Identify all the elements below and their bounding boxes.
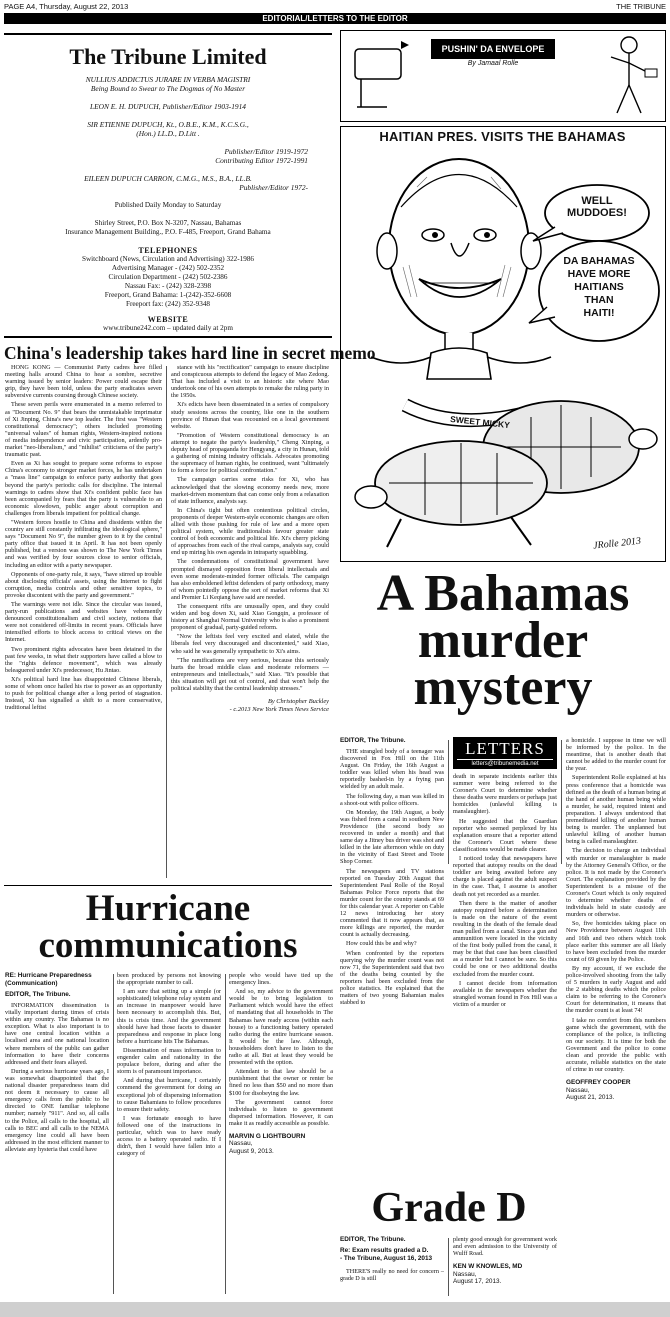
china-byline: By Christopher Buckley <box>267 698 329 706</box>
china-para: Opponents of one-party rule, it says, "have stirred up trouble about disclosing officials' assets, using the Internet to fight corruption, media controls and other sensitive topics, to provoke discontent with the party and government." <box>5 570 162 599</box>
strip-title: PUSHIN' DA ENVELOPE <box>431 39 555 59</box>
china-para: "Western forces hostile to China and dissidents within the country are still constantly infiltrating the ideological sphere," says "Document No 9", the number given to it by the central party office that issued it in April. It has not been openly published, but a version was shown to The New York Times and was verified by four sources close to senior officials, including an editor with a party newspaper. <box>5 518 162 569</box>
china-para: The consequent rifts are unusually open, and they could widen and bog down Xi, said Xiao Gongqin, a professor of history at Shanghai Normal University who is also a prominent proponent of gradual, party-guided reform. <box>171 603 329 632</box>
china-para: "Now the leftists feel very excited and elated, while the liberals feel very discouraged and discontented," said Xiao, who said he was generally sympathetic to Xi's aims. <box>171 633 329 655</box>
hurricane-para: Dissemination of mass information to engender calm and rationality in the populace before, during and after the storm is of paramount importance. <box>117 1046 221 1076</box>
china-para: "The ramifications are very serious, because this seriously hurts the broad middle class and moderate reformers — entrepreneurs and intellectuals," said Xiao. "It's possible that this situation will get out of control, and that won't help the political stability that the central leadership stresses." <box>171 656 329 693</box>
publisher-4a: EILEEN DUPUCH CARRON, C.M.G., M.S., B.A., LL.B. <box>84 174 252 183</box>
hurricane-para: During a serious hurricane years ago, I was somewhat disappointed that the national disaster preparedness team did not deem it necessary to cause all emergency calls from the public to be directed to ONE familiar telephone number; namely "911". And so, all calls to the Police, all calls to the hospital, all calls to BEC and all calls to the NEMA emergency line could all have been addressed in the most efficient manner to alleviate any hysteria that could have <box>5 1067 109 1153</box>
telephones-heading: TELEPHONES <box>138 246 198 255</box>
hurricane-signature: MARVIN G LIGHTBOURN Nassau, August 9, 2013. <box>229 1132 306 1155</box>
murder-para: I cannot decide from information available in the newspapers whether the strangled woman found in Fox Hill was a victim of a murder or <box>453 979 557 1008</box>
tel-5: Freeport, Grand Bahama: 1-(242)-352-6608 <box>104 291 232 299</box>
hurricane-para: INFORMATION dissemination is vitally important during times of crisis within any country. The Bahamas is no exception. What is also important is to have one central location within a localised area and one national location where members of the public can gather information to have their concerns addressed and their fears allayed. <box>5 1002 109 1066</box>
murder-signature: GEOFFREY COOPER Nassau, August 21, 2013. <box>566 1079 631 1102</box>
publisher-2b: (Hon.) LL.D., D.Litt . <box>136 129 200 138</box>
strip-byline: By Jamaal Rolle <box>467 60 519 67</box>
hurricane-para: And so, my advice to the government would be to bring legislation to Parliament which would have the effect of mandating that all households in The Bahamas have ready access (within each house) to a functioning battery operated radio during the entire hurricane season. It would be the law. Although, householders don't have to listen to the radio at all. But at least they would be presented with the option. <box>229 988 333 1067</box>
sash-text: SWEET MICKY <box>449 413 511 431</box>
publisher-4b: Publisher/Editor 1972- <box>239 183 308 192</box>
letters-email[interactable]: letters@tribunemedia.net <box>471 761 539 767</box>
murder-para: Superintendent Rolle explained at his press conference that a homicide was defined as the death of a human being at the hand of another human being while a murder, he said, required intent and preparation. I always understood that premeditated killing of another human being is murder. The unplanned but unlawful killing of another human being is called manslaughter. <box>566 774 666 846</box>
hurricane-para: I was fortunate enough to have followed one of the instructions in particular, which was to have ready access to a battery operated radio. If I didn't, then I would have fallen into a category of <box>117 1114 221 1158</box>
column-divider <box>113 974 114 1294</box>
masthead-title: The Tribune Limited <box>69 44 267 69</box>
china-para: Two prominent rights advocates have been detained in the past few weeks, in what their supporters have called a blow to the "rights defence movement", which was already beleaguered under Xi's predecessor, Hu Jintao. <box>5 645 162 674</box>
publisher-2a: SIR ETIENNE DUPUCH, Kt., O.B.E., K.M., K.C.S.G., <box>87 120 249 129</box>
murder-para: Then there is the matter of another autopsy required before a determination is made on the nature of the event resulting in the death of the female dead man pulled from a canal. Since a gun and ammunition were located in the vicinity of the first body pulled from the canal, it may be that that case has been classified as a murder but I cannot be sure. So this could be one or two additional deaths excluded from the murder count. <box>453 899 557 978</box>
murder-para: death in separate incidents earlier this summer were being referred to the Coroner's Court to determine whether these deaths were murders or perhaps just homicides (unlawful killing is manslaughter). <box>453 773 557 816</box>
hurricane-column-3 <box>229 972 333 1155</box>
grade-signature: KEN W KNOWLES, MD Nassau, August 17, 2013. <box>453 1263 523 1286</box>
murder-para: So, five homicides taking place on New Providence between August 11th and 16th and two others which took place earlier this summer are all likely to have been excluded from the murder count of 69 given by the Police. <box>566 920 666 963</box>
hurricane-para: I am sure that setting up a simple (or sophisticated) telephone relay system and an increase in manpower would have been necessary to accomplish this. But, this is crisis time. And the government should have had those facets to disaster preparedness and response in place long before a hurricane hits The Bahamas. <box>117 988 221 1045</box>
grade-para: THERE'S really no need for concern – grade D is still <box>340 1268 444 1283</box>
page-folio: PAGE A4, Thursday, August 22, 2013 <box>4 2 129 11</box>
page-footer-band <box>0 1302 670 1317</box>
cartoon-headline: HAITIAN PRES. VISITS THE BAHAMAS <box>379 129 626 144</box>
tel-3: Circulation Department - (242) 502-2386 <box>108 273 228 281</box>
column-divider <box>166 366 167 878</box>
murder-para: When confronted by the reporters querying why the murder count was not now 71, the Superintendent said that two of the deaths being counted by the reporters had been excluded from the police statistics. He explained that the matters of two young Bahamian males stabbed to <box>340 949 444 1007</box>
column-divider <box>448 740 449 864</box>
tel-2: Advertising Manager - (242) 502-2352 <box>111 264 225 272</box>
cartoon-strip-box <box>340 30 666 122</box>
china-para: Even as Xi has sought to prepare some reforms to expose China's economy to stronger market forces, he has undertaken a "mass line" campaign to enforce party authority that goes beyond the party's periodic calls for discipline. The internal warnings to cadres show that Xi's confident public face has been accompanied by fears that the party is vulnerable to an economic slowdown, public anger about corruption and challenges from liberals impatient for political change. <box>5 460 162 517</box>
china-para: The warnings were not idle. Since the circular was issued, party-run publications and websites have vehemently denounced constitutionalism and civil society, notions that were not considered off-limits in recent years. Officials have intensified efforts to block access to critical views on the Internet. <box>5 601 162 644</box>
murder-para: The decision to charge an individual with murder or manslaughter is made by the Attorney General's Office, or the police. It is not made by the Coroner's Court. The explanation provided by the Superintendent is a misuse of the Coroner's Court which is only required to determine whether deaths of individuals held in state custody are murders or otherwise. <box>566 847 666 919</box>
china-para: HONG KONG — Communist Party cadres have filled meeting halls around China to hear a sombre, secretive warning issued by senior leaders: Power could escape their grip, they have been told, unless the party eradicates seven subversive currents coursing through Chinese society. <box>5 364 162 400</box>
china-para: The condemnations of constitutional government have prompted dismayed opposition from liberal intellectuals and even some moderate-minded former officials. The campaign has also emboldened leftist defenders of party orthodoxy, many of whom pointedly oppose the sort of market reforms that Xi and Premier Li Keqiang have said are needed. <box>171 558 329 601</box>
murder-para: The following day, a man was killed in a shoot-out with police officers. <box>340 792 444 807</box>
grade-para: plenty good enough for government work and even admission to the University of Wulff Road. <box>453 1236 557 1258</box>
china-column-2 <box>171 364 329 713</box>
masthead-rule-top <box>4 33 332 35</box>
grade-re-2: - The Tribune, August 16, 2013 <box>340 1254 433 1262</box>
murder-para: a homicide. I suppose in time we will be informed by the police. In the meantime, that is another death that cannot be added to the murder count for the year. <box>566 737 666 773</box>
address-1: Shirley Street, P.O. Box N-3207, Nassau, Bahamas <box>94 219 242 227</box>
tel-1: Switchboard (News, Circulation and Advertising) 322-1986 <box>81 255 255 263</box>
publisher-3b: Contributing Editor 1972-1991 <box>215 156 308 165</box>
section-title: EDITORIAL/LETTERS TO THE EDITOR <box>4 13 666 24</box>
mailbox-icon <box>347 35 409 117</box>
page-header <box>4 2 666 12</box>
murder-para: The newspapers and TV stations reported on Tuesday 20th August that Superintendent Paul Rolle of the Royal Bahamas Police Force reports that the murder count for the country stands at 69 for this calendar year. A reporter on Cable 12 news introducing her story commented that it now appears that, as more killings are reported, the murder count is actually decreasing. <box>340 867 444 939</box>
letters-box <box>453 737 557 769</box>
column-divider <box>225 974 226 1294</box>
masthead-rule-bottom <box>4 336 332 338</box>
address-2: Insurance Management Building., P.O. F-485, Freeport, Grand Bahama <box>65 228 271 236</box>
china-source: - c.2013 New York Times News Service <box>229 705 329 713</box>
motto-latin: NULLIUS ADDICTUS JURARE IN VERBA MAGISTRI <box>85 75 251 84</box>
column-divider <box>561 740 562 864</box>
china-para: Xi's edicts have been disseminated in a series of compulsory study sessions across the country, like one in the southern province of Hunan that was recounted on a local government website. <box>171 401 329 430</box>
murder-para: I take no comfort from this numbers game which the government, with the compliance of the police, is inflicting on our society. It is time for both the Government and the police to come clean and provide the public with accurate, reliable statistics on the state of crime in our country. <box>566 1016 666 1074</box>
column-divider <box>448 1238 449 1296</box>
murder-para: By my account, if we exclude the police-involved shooting from the tally of 5 murders in early August and add the 2 stabbing deaths which the police claim to be referring to the Coroner's Court for determination, it means that the murder count is at least 74! <box>566 964 666 1015</box>
grade-column-1 <box>340 1236 444 1284</box>
tel-6: Freeport fax: (242) 352-9348 <box>125 300 211 308</box>
paper-name: THE TRIBUNE <box>616 2 666 11</box>
murder-column-2 <box>453 773 557 1010</box>
hurricane-para: been produced by persons not knowing the appropriate number to call. <box>117 972 221 987</box>
china-para: "Promotion of Western constitutional democracy is an attempt to negate the party's leadership," Cheng Xinping, a deputy head of propaganda for Hengyang, a city in Hunan, told a gathering of mining industry officials. Advocates promoting the supremacy of human rights, he continued, want "ultimately to form a force for political confrontation." <box>171 431 329 475</box>
published-line: Published Daily Monday to Saturday <box>114 201 222 209</box>
china-para: stance with his "rectification" campaign to ensure discipline and conspicuous attempts to defend the legacy of Mao Zedong. That has included a visit to an historic site where Mao undertook one of his own attempts to remake the ruling party in the 1950s. <box>171 364 329 400</box>
hurricane-headline: Hurricane communications <box>38 888 298 966</box>
grade-column-2 <box>453 1236 557 1286</box>
masthead <box>4 36 332 333</box>
hurricane-para: Attendant to that law should be a punishment that the owner or renter be fined no less than $50 and no more than $100 for disobeying the law. <box>229 1068 333 1097</box>
hurricane-para: The government cannot force individuals to listen to government dispersed information. However, it can make it as readily accessible as possible. <box>229 1098 333 1127</box>
murder-para: I noticed today that newspapers have reported that autopsy results on the dead toddler are being awaited before any charge is placed against the adult suspect in the case. That, I assume is another death not yet recorded as a murder. <box>453 855 557 898</box>
murder-para: He suggested that the Guardian reporter who seemed perplexed by his explanation ensure that a reporter attend the Coroner's Court where these classifications would be made clearer. <box>453 817 557 853</box>
china-headline: China's leadership takes hard line in secret memo <box>4 343 376 363</box>
china-para: In China's tight but often contentious political circles, proponents of deeper Western-style economic changes are often allied with those pushing for rule of law and a more open political system, while traditionalists favour greater state control of both economic and political life. Xi's cherry picking of approaches from each of the rival camps, analysts say, could end up miring his own agenda in intraparty squabbling. <box>171 506 329 557</box>
murder-editor: EDITOR, The Tribune. <box>340 737 406 744</box>
grade-headline: Grade D <box>371 1185 527 1231</box>
website-url[interactable]: www.tribune242.com – updated daily at 2pm <box>103 324 233 332</box>
cartoon-signature: JRolle 2013 <box>592 535 642 552</box>
tel-4: Nassau Fax: - (242) 328-2398 <box>124 282 212 290</box>
hurricane-para: And during that hurricane, I certainly commend the government for doing an exceptional job of dispensing information to cause Bahamians to follow procedures to ensure their safety. <box>117 1077 221 1113</box>
hurricane-editor: EDITOR, The Tribune. <box>5 991 71 998</box>
letters-label: LETTERS <box>457 739 553 760</box>
hurricane-column-1 <box>5 972 109 1155</box>
murder-para: THE strangled body of a teenager was discovered in Fox Hill on the 11th August. On Friday, the 16th August a toddler was killed when his head was reportedly bashed-in by a frying pan wielded by an adult male. <box>340 748 444 791</box>
murder-column-1 <box>340 737 444 1008</box>
section-rule <box>4 885 332 886</box>
murder-para: On Monday, the 19th August, a body was fished from a canal in southern New Providence (the second body so recovered in under a month) and that same day a Jitney bus driver was shot and killed in the late afternoon while on duty in the vicinity of East Street and Toote Shop Corner. <box>340 808 444 866</box>
speech-bubble-1: WELL MUDDOES! <box>567 195 627 219</box>
publisher-1: LEON E. H. DUPUCH, Publisher/Editor 1903-1914 <box>89 102 247 111</box>
website-heading: WEBSITE <box>147 315 189 324</box>
murder-para: How could this be and why? <box>346 940 417 948</box>
grade-re-1: Re: Exam results graded a D. <box>340 1247 429 1254</box>
china-para: The campaign carries some risks for Xi, who has acknowledged that the slowing economy needs new, more market-driven momentum that can come only from a relaxation of state influence, analysts say. <box>171 476 329 505</box>
hurricane-column-2 <box>117 972 221 1159</box>
cartoon-panel <box>340 126 666 562</box>
speech-bubble-2: DA BAHAMAS HAVE MORE HAITIANS THAN HAITI! <box>563 255 635 319</box>
grade-editor: EDITOR, The Tribune. <box>340 1236 406 1243</box>
murder-column-3 <box>566 737 666 1102</box>
motto-english: Being Bound to Swear to The Dogmas of No Master <box>90 84 246 93</box>
cartoon-figure-icon <box>603 33 661 119</box>
publisher-3a: Publisher/Editor 1919-1972 <box>224 147 308 156</box>
china-column-1 <box>5 364 162 713</box>
hurricane-re: RE: Hurricane Preparedness (Communication) <box>5 972 92 987</box>
murder-headline: A Bahamas murder mystery <box>376 565 630 716</box>
hurricane-para: people who would have tied up the emergency lines. <box>229 972 333 987</box>
china-para: These seven perils were enumerated in a memo referred to as "Document No. 9" that bears the unmistakable imprimatur of Xi Jinping, China's new top leader. The first was "Western constitutional democracy"; others included promoting "universal values" of human rights, Western-inspired notions of media independence and civic participation, ardently pro-market "neo-liberalism," and "nihilist" criticisms of the party's traumatic past. <box>5 401 162 459</box>
china-para: Xi's political hard line has disappointed Chinese liberals, some of whom once hailed his rise to power as an opportunity to push for political change after a long period of stagnation. Instead, Xi has signalled a shift to a more conservative, traditional leftist <box>5 675 162 712</box>
